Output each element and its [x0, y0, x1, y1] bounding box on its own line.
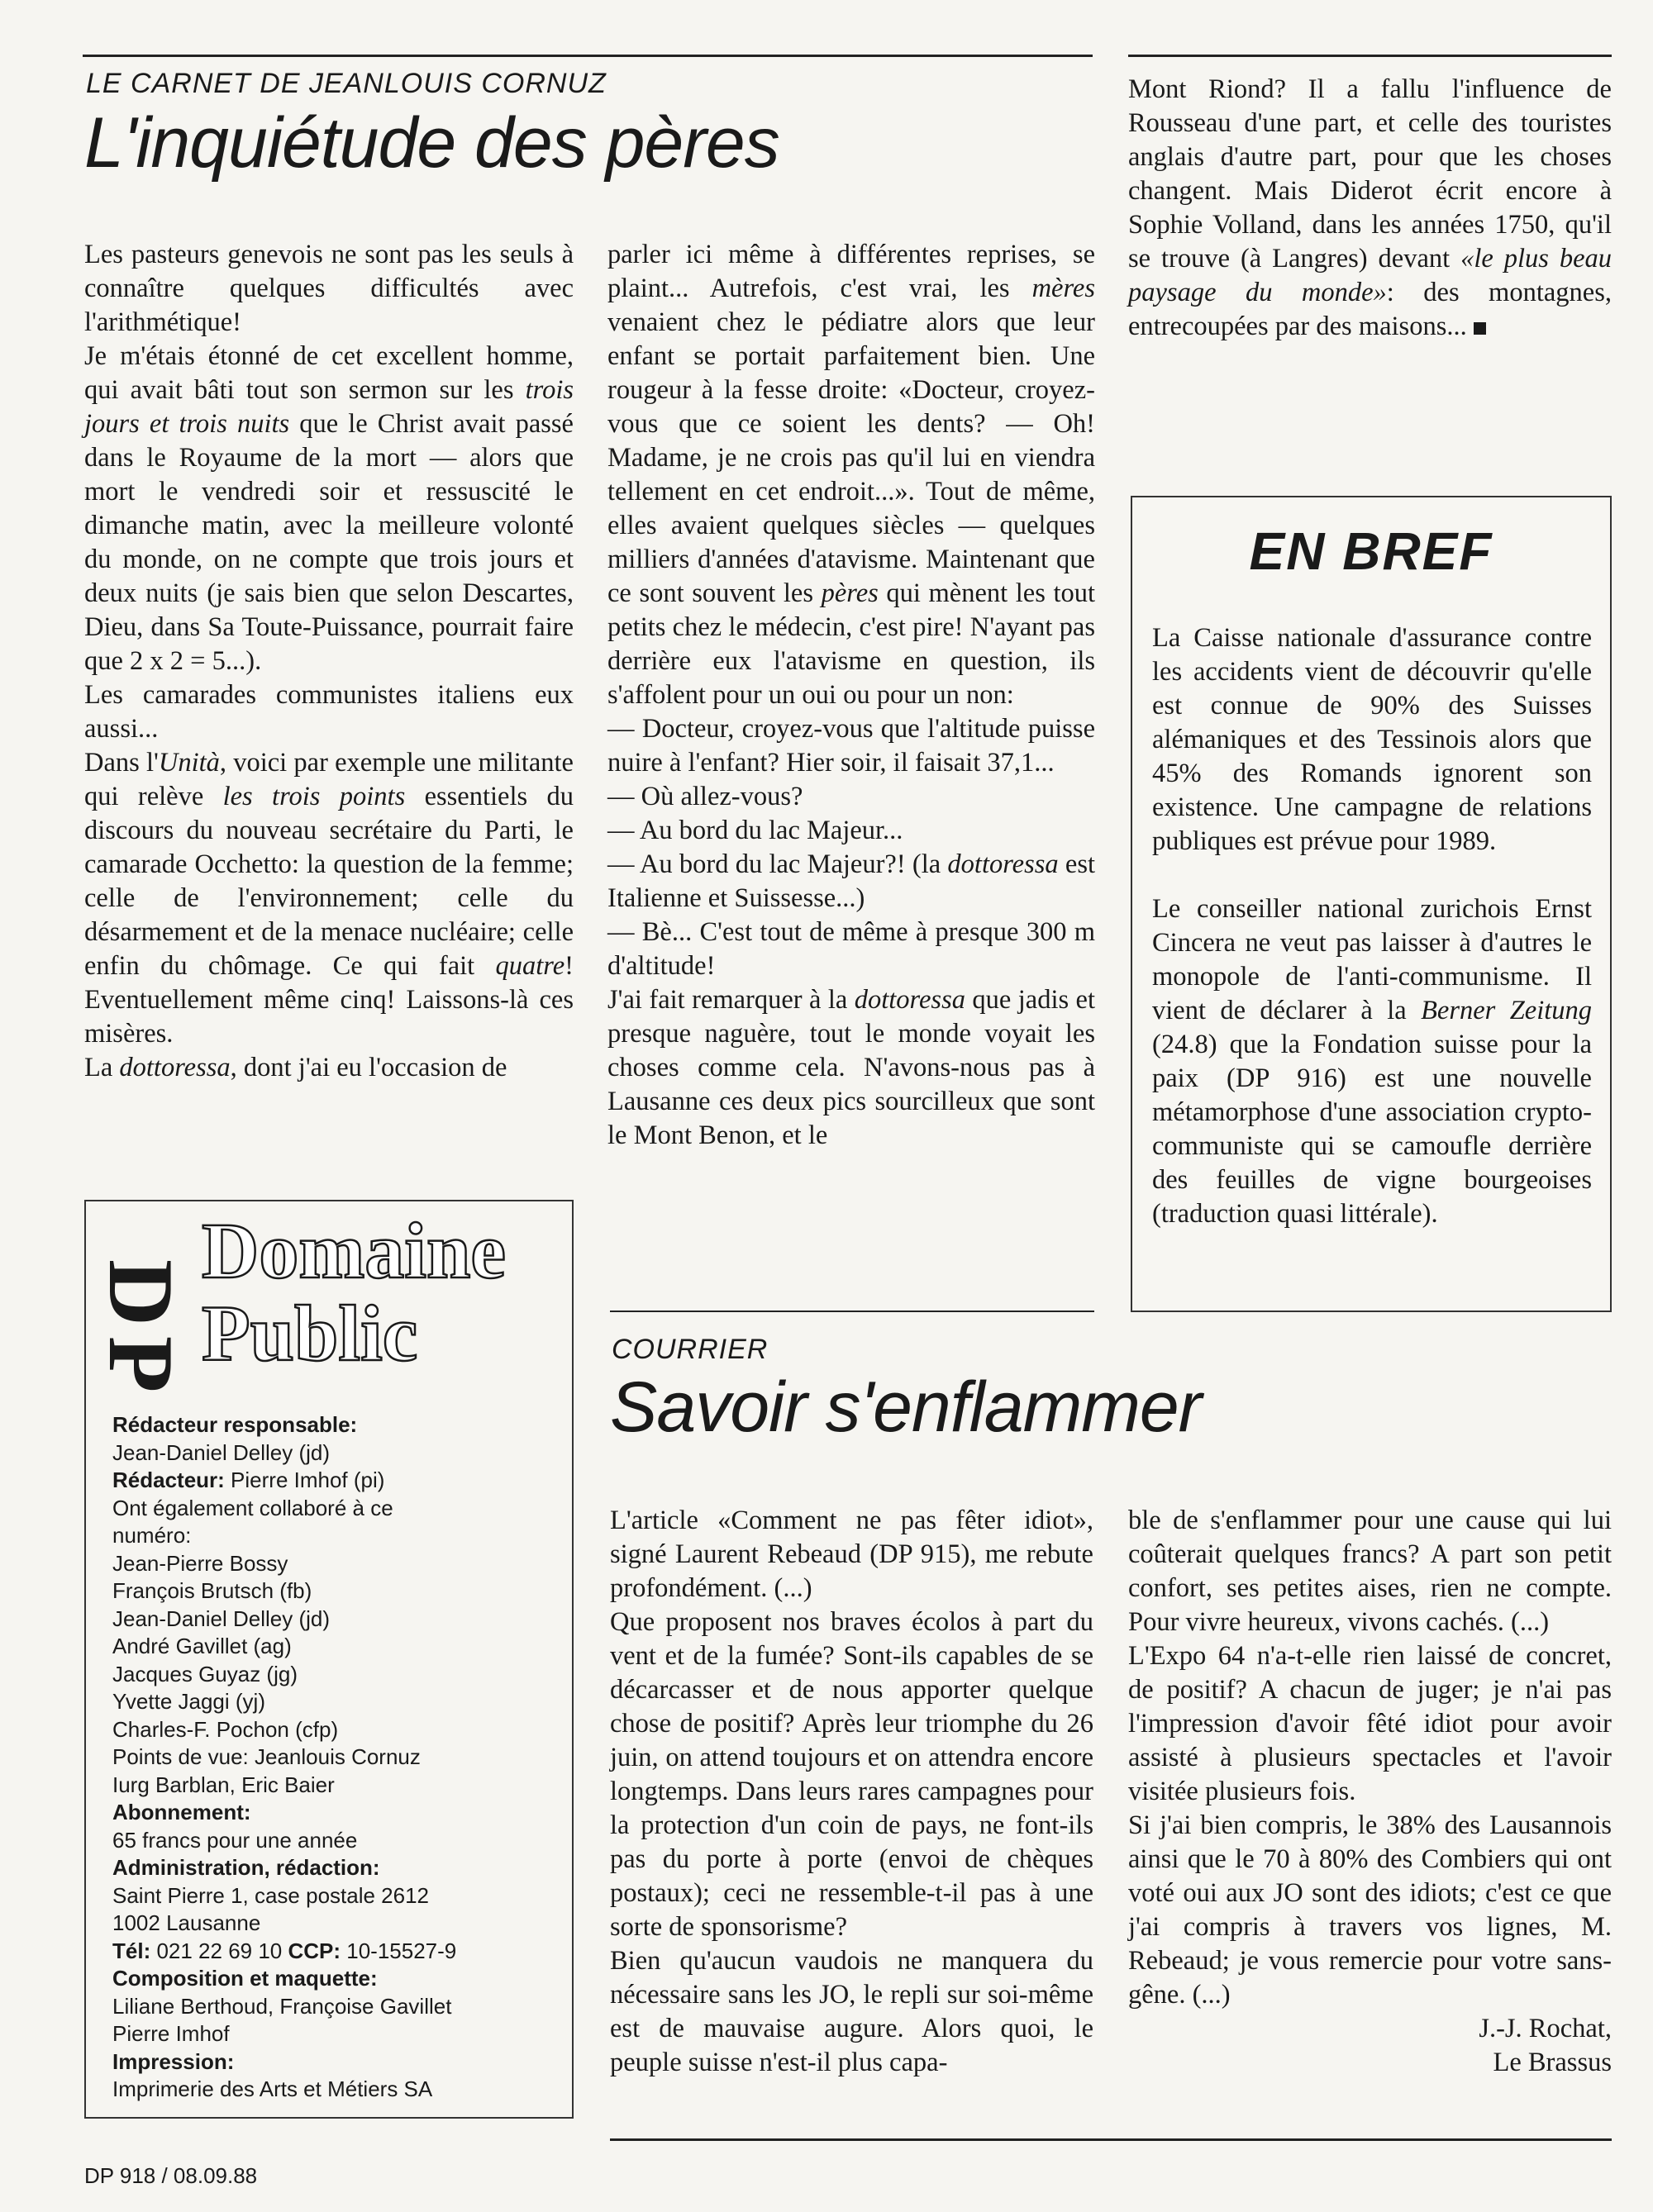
masthead-line [112, 1882, 567, 1910]
masthead-value: Ont également collaboré à ce [112, 1495, 393, 1520]
article-paragraph [607, 916, 1095, 983]
text-run: que jadis et presque naguère, tout le monde voyait les choses comme cela. N'avons-nous pas à Lausanne ces deux pics sourcilleux que sont le Mont Benon, et le [607, 985, 1095, 1150]
en-bref-p2-newspaper: Berner Zeitung [1421, 996, 1592, 1025]
text-run: Je m'étais étonné de cet excellent homme, qui avait bâti tout son sermon sur les [84, 341, 574, 405]
masthead-value: Jean-Daniel Delley (jd) [112, 1439, 330, 1465]
masthead-value: Pierre Imhof (pi) [231, 1468, 385, 1492]
text-run: ! Eventuellement même cinq! Laissons-là ces misères. [84, 951, 574, 1049]
masthead-logo-public: Public [202, 1289, 418, 1377]
en-bref-text [1152, 621, 1592, 1231]
masthead-value: Points de vue: Jeanlouis Cornuz [112, 1744, 421, 1769]
masthead-label: Impression: [112, 2048, 235, 2074]
masthead-value: André Gavillet (ag) [112, 1634, 292, 1658]
letter-paragraph: L'Expo 64 n'a-t-elle rien laissé de concret, de positif? A chacun de juger; je n'ai pas l'impression d'avoir fêté idiot pour avoir assisté à plusieurs spectacles et l'avoir visitée plusieurs fois. [1128, 1641, 1612, 1806]
text-run: , dont j'ai eu l'occasion de [230, 1053, 507, 1082]
italic-phrase: quatre [495, 951, 565, 981]
text-run: Les camarades communistes italiens eux aussi... [84, 680, 574, 744]
text-run: qui mènent les tout petits chez le médecin, c'est pire! N'ayant pas derrière eux l'atavisme en question, ils s'affolent pour un oui ou pour un non: [607, 578, 1095, 710]
top-rule-right [1128, 55, 1612, 57]
masthead-box [84, 1200, 574, 2119]
masthead-line [112, 2020, 567, 2048]
masthead-line [112, 1439, 567, 1468]
masthead-line [112, 1522, 567, 1550]
masthead-line [112, 1495, 567, 1523]
article-paragraph [607, 780, 1095, 814]
masthead-label: Rédacteur: [112, 1468, 231, 1492]
masthead-line [112, 1799, 567, 1827]
masthead-line [112, 1965, 567, 1993]
courrier-col1-text: L'article «Comment ne pas fêter idiot», signé Laurent Rebeaud (DP 915), me rebute profondément. (...) [610, 1506, 1093, 1603]
masthead-label: CCP: [282, 1938, 347, 1963]
courrier-headline: Savoir s'enflammer [610, 1368, 1202, 1447]
masthead-line [112, 1467, 567, 1495]
carnet-column-3 [1128, 73, 1612, 344]
masthead-value: 1002 Lausanne [112, 1910, 261, 1935]
masthead-label: Tél: [112, 1938, 157, 1963]
article-paragraph [84, 340, 574, 678]
italic-phrase: dottoressa [119, 1053, 231, 1082]
text-run: que le Christ avait passé dans le Royaume de la mort — alors que mort le vendredi soir et ressuscité le dimanche matin, avec la meilleure volonté du monde, on ne compte que trois jours et deux nuits (je sais bien que selon Descartes, Dieu, dans Sa Toute-Puissance, pourrait faire que 2 x 2 = 5...). [84, 409, 574, 676]
article-paragraph [607, 814, 1095, 848]
masthead-line [112, 1661, 567, 1689]
text-run: La [84, 1053, 120, 1082]
text-run: est Italienne et Suissesse...) [607, 849, 1095, 913]
text-run: — Docteur, croyez-vous que l'altitude puisse nuire à l'enfant? Hier soir, il faisait 37,1... [607, 714, 1095, 778]
text-run: J'ai fait remarquer à la [607, 985, 855, 1015]
masthead-value: Pierre Imhof [112, 2021, 230, 2046]
carnet-col2-text [607, 238, 1095, 712]
masthead-value: Yvette Jaggi (yj) [112, 1689, 265, 1714]
text-run: : des montagnes, entrecoupées par des maisons... [1128, 278, 1612, 341]
text-run: — Où allez-vous? [607, 782, 803, 811]
letter-paragraph: Que proposent nos braves écolos à part du vent et de la fumée? Sont-ils capables de se décarcasser et de nous apporter quelque chose de positif? Après leur triomphe du 26 juin, on attend toujours et on attendra encore longtemps. Dans leurs rares campagnes pour la protection d'un coin de pays, ne font-ils pas du porte à porte (envoi de chèques postaux); ceci ne ressemble-t-il pas à une sorte de sponsorisme? [610, 1607, 1093, 1942]
article-paragraph [607, 848, 1095, 916]
courrier-column-2 [1128, 1504, 1612, 2080]
masthead-line [112, 2076, 567, 2104]
masthead-label: Composition et maquette: [112, 1966, 378, 1991]
masthead-value: Jean-Pierre Bossy [112, 1550, 288, 1576]
masthead-line [112, 1605, 567, 1634]
text-run: Les pasteurs genevois ne sont pas les seuls à connaître quelques difficultés avec l'arithmétique! [84, 240, 574, 337]
en-bref-paragraph-2 [1152, 892, 1592, 1231]
text-run: — Au bord du lac Majeur?! (la [607, 849, 948, 879]
masthead-value: Jean-Daniel Delley (jd) [112, 1605, 330, 1631]
masthead-line [112, 1827, 567, 1855]
courrier-top-rule [610, 1311, 1094, 1312]
masthead-line [112, 1577, 567, 1605]
italic-phrase: mères [1031, 274, 1095, 303]
masthead-value: Jacques Guyaz (jg) [112, 1661, 298, 1686]
bottom-rule [610, 2138, 1612, 2141]
masthead-line [112, 1550, 567, 1578]
courrier-signature-place: Le Brassus [1493, 2048, 1612, 2077]
masthead-value: François Brutsch (fb) [112, 1578, 312, 1603]
masthead-label: Rédacteur responsable: [112, 1412, 358, 1437]
carnet-kicker: LE CARNET DE JEANLOUIS CORNUZ [86, 68, 607, 99]
italic-phrase: les trois points [222, 782, 406, 811]
masthead-line [112, 1938, 567, 1966]
masthead-label: Abonnement: [112, 1800, 251, 1824]
text-run: — Bè... C'est tout de même à presque 300 m d'altitude! [607, 917, 1095, 981]
text-run: Mont Riond? Il a fallu l'influence de Rousseau d'une part, et celle des touristes anglais d'autre part, pour que les choses changent. Mais Diderot écrit encore à Sophie Volland, dans les années 1750, qu'il se trouve (à Langres) devant [1128, 74, 1612, 274]
masthead-value: numéro: [112, 1523, 192, 1548]
text-run: Dans l' [84, 748, 159, 778]
masthead-logo-letters: DP [89, 1259, 192, 1403]
masthead-line [112, 1910, 567, 1938]
italic-phrase: dottoressa [854, 985, 965, 1015]
en-bref-p2-part-2: (24.8) que la Fondation suisse pour la paix (DP 916) est une nouvelle métamorphose d'une association crypto-communiste qui se camoufle derrière des feuilles de vigne bourgeoises (traduction quasi littérale). [1152, 1030, 1592, 1229]
masthead-value: Imprimerie des Arts et Métiers SA [112, 2076, 433, 2101]
carnet-headline: L'inquiétude des pères [84, 103, 779, 183]
text-run: , voici par exemple une militante qui relève [84, 748, 574, 811]
masthead-logo-domaine: Domaine [202, 1206, 506, 1295]
masthead-value: Saint Pierre 1, case postale 2612 [112, 1882, 430, 1908]
masthead-line [112, 1993, 567, 2021]
masthead-line [112, 1411, 567, 1439]
masthead-value: Liliane Berthoud, Françoise Gavillet [112, 1993, 452, 2019]
carnet-column-1 [84, 238, 574, 1085]
masthead-line [112, 1772, 567, 1800]
article-paragraph [84, 746, 574, 1051]
article-paragraph [84, 1051, 574, 1085]
masthead-value: Charles-F. Pochon (cfp) [112, 1716, 339, 1742]
italic-phrase: pères [821, 578, 879, 608]
italic-phrase: dottoressa [947, 849, 1059, 879]
masthead-value: Iurg Barblan, Eric Baier [112, 1772, 335, 1797]
letter-paragraph: Si j'ai bien compris, le 38% des Lausannois ainsi que le 70 à 80% des Combiers qui ont voté oui aux JO sont des idiots; c'est ce que j'ai compris à travers vos lignes, M. Rebeaud; je vous remercie pour votre sans-gêne. (...) [1128, 1810, 1612, 2010]
letter-paragraph: Bien qu'aucun vaudois ne manquera du nécessaire sans les JO, le repli sur soi-même est de mauvaise augure. Alors quoi, le peuple suisse n'est-il plus capa- [610, 1946, 1093, 2077]
italic-phrase: Unità [158, 748, 220, 778]
courrier-signature-name: J.-J. Rochat, [1479, 2014, 1612, 2043]
masthead-line [112, 1716, 567, 1744]
italic-phrase: trois jours et trois nuits [84, 375, 574, 439]
en-bref-p2-part-1: Le conseiller national zurichois Ernst Cincera ne veut pas laisser à d'autres le monopole de l'anti-communisme. Il vient de déclarer à la [1152, 894, 1592, 1025]
text-run: essentiels du discours du nouveau secrétaire du Parti, le camarade Occhetto: la question de la femme; celle de l'environnement; celle du désarmement et de la menace nucléaire; celle enfin du chômage. Ce qui fait [84, 782, 574, 981]
courrier-col2-text: ble de s'enflammer pour une cause qui lui coûterait quelques francs? A part son petit confort, ses petites aises, rien ne compte. Pour vivre heureux, vivons cachés. (...) [1128, 1506, 1612, 1637]
en-bref-title: EN BREF [1249, 521, 1493, 581]
masthead-line [112, 1743, 567, 1772]
text-run: parler ici même à différentes reprises, se plaint... Autrefois, c'est vrai, les [607, 240, 1095, 303]
article-paragraph [607, 712, 1095, 780]
courrier-kicker: COURRIER [612, 1334, 769, 1365]
masthead-label: Administration, rédaction: [112, 1855, 380, 1880]
masthead-line [112, 1633, 567, 1661]
masthead-line [112, 1688, 567, 1716]
article-paragraph [607, 983, 1095, 1153]
courrier-column-1 [610, 1504, 1093, 2080]
masthead-value: 65 francs pour une année [112, 1827, 358, 1853]
carnet-col3-text [1128, 73, 1612, 344]
masthead-value: 10-15527-9 [346, 1938, 457, 1963]
text-run: — Au bord du lac Majeur... [607, 816, 903, 845]
masthead-line [112, 1854, 567, 1882]
masthead-value: 021 22 69 10 [156, 1938, 283, 1963]
masthead-credits [112, 1411, 567, 2104]
masthead-line [112, 2048, 567, 2076]
issue-footer: DP 918 / 08.09.88 [84, 2163, 258, 2188]
text-run: venaient chez le pédiatre alors que leur enfant se portait parfaitement bien. Une rougeur à la fesse droite: «Docteur, croyez-vous que ce soient les dents? — Oh! Madame, je ne crois pas qu'il lui en viendra tellement en cet endroit...». Tout de même, elles avaient quelques siècles — quelques milliers d'années d'atavisme. Maintenant que ce sont souvent les [607, 307, 1095, 608]
en-bref-paragraph-1: La Caisse nationale d'assurance contre les accidents vient de découvrir qu'elle est connue de 90% des Suisses alémaniques et des Tessinois alors que 45% des Romands ignorent son existence. Une campagne de relations publiques est prévue pour 1989. [1152, 623, 1592, 856]
en-bref-box [1131, 496, 1612, 1312]
carnet-col1-text [84, 238, 574, 340]
article-paragraph [84, 678, 574, 746]
end-of-article-mark [1474, 322, 1486, 335]
carnet-column-2 [607, 238, 1095, 1153]
italic-phrase: «le plus beau paysage du monde» [1128, 244, 1612, 307]
top-rule-left [83, 55, 1093, 57]
